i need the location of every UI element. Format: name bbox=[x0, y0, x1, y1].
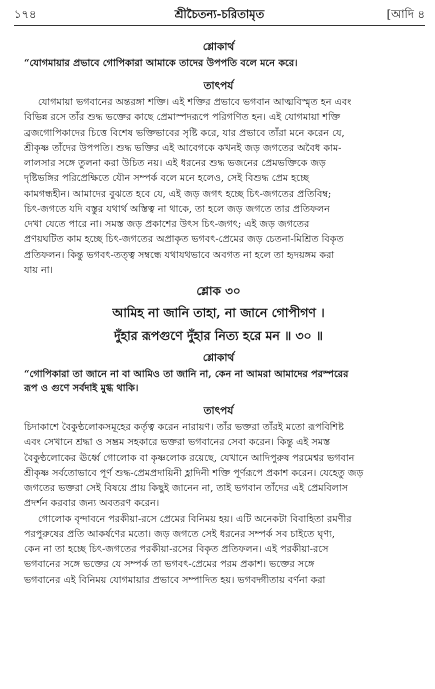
text-line: প্রণয়ঘটিত কাম হচ্ছে চিৎ-জগতের অপ্রাকৃত ভগবৎ-প্রেমের জড় চেতনা-মিশ্রিত বিকৃত bbox=[24, 234, 344, 246]
text-line: বিভিন্ন রসে তাঁর শুদ্ধ ভক্তের কাছে প্রেমাস্পদরূপে পরিগণিত হন। এই যোগমায়া শক্তি bbox=[24, 112, 341, 124]
verse-line-1: আমিহ না জানি তাহা, না জানে গোপীগণ । bbox=[112, 305, 325, 320]
translation-heading-2: শ্লোকার্থ bbox=[202, 352, 235, 364]
text-line: দেখা যেতে পারে না। সমস্ত জড় প্রকাশের উৎস চিৎ-জগৎ; এই জড় জগতের bbox=[24, 219, 310, 230]
text-line: “গোপিকারা তা জানে না বা আমিও তা জানি না, কেন না আমরা আমাদের পরস্পরের bbox=[24, 369, 349, 380]
text-line: গোলোক বৃন্দাবনে পরকীয়া-রসে প্রেমের বিনিময় হয়। এটি অনেকটা বিবাহিতা রমণীর bbox=[38, 513, 352, 525]
purport-heading-1: তাৎপর্য bbox=[203, 80, 234, 92]
purport-text-2 bbox=[24, 420, 413, 588]
running-header bbox=[14, 6, 425, 26]
translation-heading-1: শ্লোকার্থ bbox=[202, 41, 235, 53]
text-line: রূপ ও গুণে সর্বদাই মুগ্ধ থাকি। bbox=[24, 383, 139, 394]
text-line: প্রদর্শন করবার জন্য অবতরণ করেন। bbox=[24, 498, 160, 510]
text-line: যোগমায়া ভগবানের অন্তরঙ্গা শক্তি। এই শক্তির প্রভাবে ভগবান আত্মবিস্মৃত হন এবং bbox=[38, 97, 352, 108]
text-line: কামগন্ধহীন। আমাদের বুঝতে হবে যে, এই জড় জগৎ হচ্ছে চিৎ-জগতের প্রতিবিম্ব; bbox=[24, 188, 332, 200]
text-line: ভগবানের সঙ্গে ভক্তের যে সম্পর্ক তা ভগবৎ-প্রেমের পরম প্রকাশ। ভক্তের সঙ্গে bbox=[24, 559, 315, 571]
purport-heading-2: তাৎপর্য bbox=[203, 405, 234, 417]
text-line: পরপুরুষের প্রতি আকর্ষণের মতো। জড় জগতে সেই ধরনের সম্পর্ক সব চাইতে ঘৃণ্য, bbox=[24, 528, 335, 540]
verse-heading: শ্লোক ৩০ bbox=[196, 284, 241, 298]
verse-line-2: দুঁহার রূপগুণে দুঁহার নিত্য হরে মন ॥ ৩০ ॥ bbox=[114, 328, 323, 343]
text-line: যায় না। bbox=[24, 264, 53, 276]
text-line: বৈকুণ্ঠলোকের ঊর্ধ্বে গোলোক বা কৃষ্ণলোক রয়েছে, যেখানে আদিপুরুষ পরমেশ্বর ভগবান bbox=[24, 452, 355, 464]
text-line: শ্রীকৃষ্ণ সর্বতোভাবে পূর্ণ শুদ্ধ-প্রেমপ্রদায়িনী হ্লাদিনী শক্তি পূর্ণরূপে প্রকাশ করেন। যেহেতু জড় bbox=[24, 467, 364, 479]
chapter-marker: [আদি ৪ bbox=[386, 7, 425, 21]
text-line: চিদাকাশে বৈকুণ্ঠলোকসমূহের কর্তৃত্ব করেন নারায়ণ। তাঁর ভক্তরা তাঁরই মতো রূপবিশিষ্ট bbox=[24, 422, 344, 433]
text-line: ব্রজগোপিকাদের চিত্তে বিশেষ ভক্তিভাবের সৃষ্টি করে, যার প্রভাবে তাঁরা মনে করেন যে, bbox=[24, 127, 345, 139]
text-line: ভগবানের এই বিনিময় যোগমায়ার প্রভাবে সম্পাদিত হয়। ভগবদ্গীতায় বর্ণনা করা bbox=[24, 574, 326, 586]
text-line: কেন না তা হচ্ছে চিৎ-জগতের পরকীয়া-রসের বিকৃত প্রতিফলন। এই পরকীয়া-রসে bbox=[24, 544, 329, 555]
text-line: দৃষ্টিভঙ্গির পরিপ্রেক্ষিতে যৌন সম্পর্ক বলে মনে হলেও, সেই বিশুদ্ধ প্রেম হচ্ছে bbox=[24, 173, 310, 185]
translation-text-2 bbox=[24, 368, 413, 396]
text-line: জগতের ভক্তরা সেই বিষয়ে প্রায় কিছুই জানেন না, তাই ভগবান তাঁদের এই প্রেমবিলাস bbox=[24, 483, 348, 494]
text-line: এবং সেখানে শ্রদ্ধা ও সম্ভ্রম সহকারে ভক্তরা ভগবানের সেবা করেন। কিন্তু এই সমস্ত bbox=[24, 437, 331, 449]
text-line: লালসার সঙ্গে তুলনা করা উচিত নয়। এই ধরনের শুদ্ধ ভজনের প্রেমভক্তিকে জড় bbox=[24, 158, 326, 169]
text-line: শ্রীকৃষ্ণ তাঁদের উপপতি। শুদ্ধ ভক্তির এই আবেগকে কখনই জড় জগতের অবৈধ কাম- bbox=[24, 142, 342, 154]
text-line: চিৎ-জগতে যদি বস্তুর যথার্থ অস্তিত্ব না থাকে, তা হলে জড় জগতে তার প্রতিফলন bbox=[24, 203, 330, 215]
purport-text-1 bbox=[24, 95, 413, 278]
page-number: ১৭৪ bbox=[14, 7, 37, 21]
text-line: প্রতিফলন। কিন্তু ভগবৎ-তত্ত্ব সম্বন্ধে যথাযথভাবে অবগত না হলে তা হৃদয়ঙ্গম করা bbox=[24, 249, 335, 261]
translation-text-1: “যোগমায়ার প্রভাবে গোপিকারা আমাকে তাদের উপপতি বলে মনে করে। bbox=[24, 58, 298, 69]
header-rule bbox=[14, 25, 425, 26]
book-title: শ্রীচৈতন্য-চরিতামৃত bbox=[174, 7, 265, 21]
